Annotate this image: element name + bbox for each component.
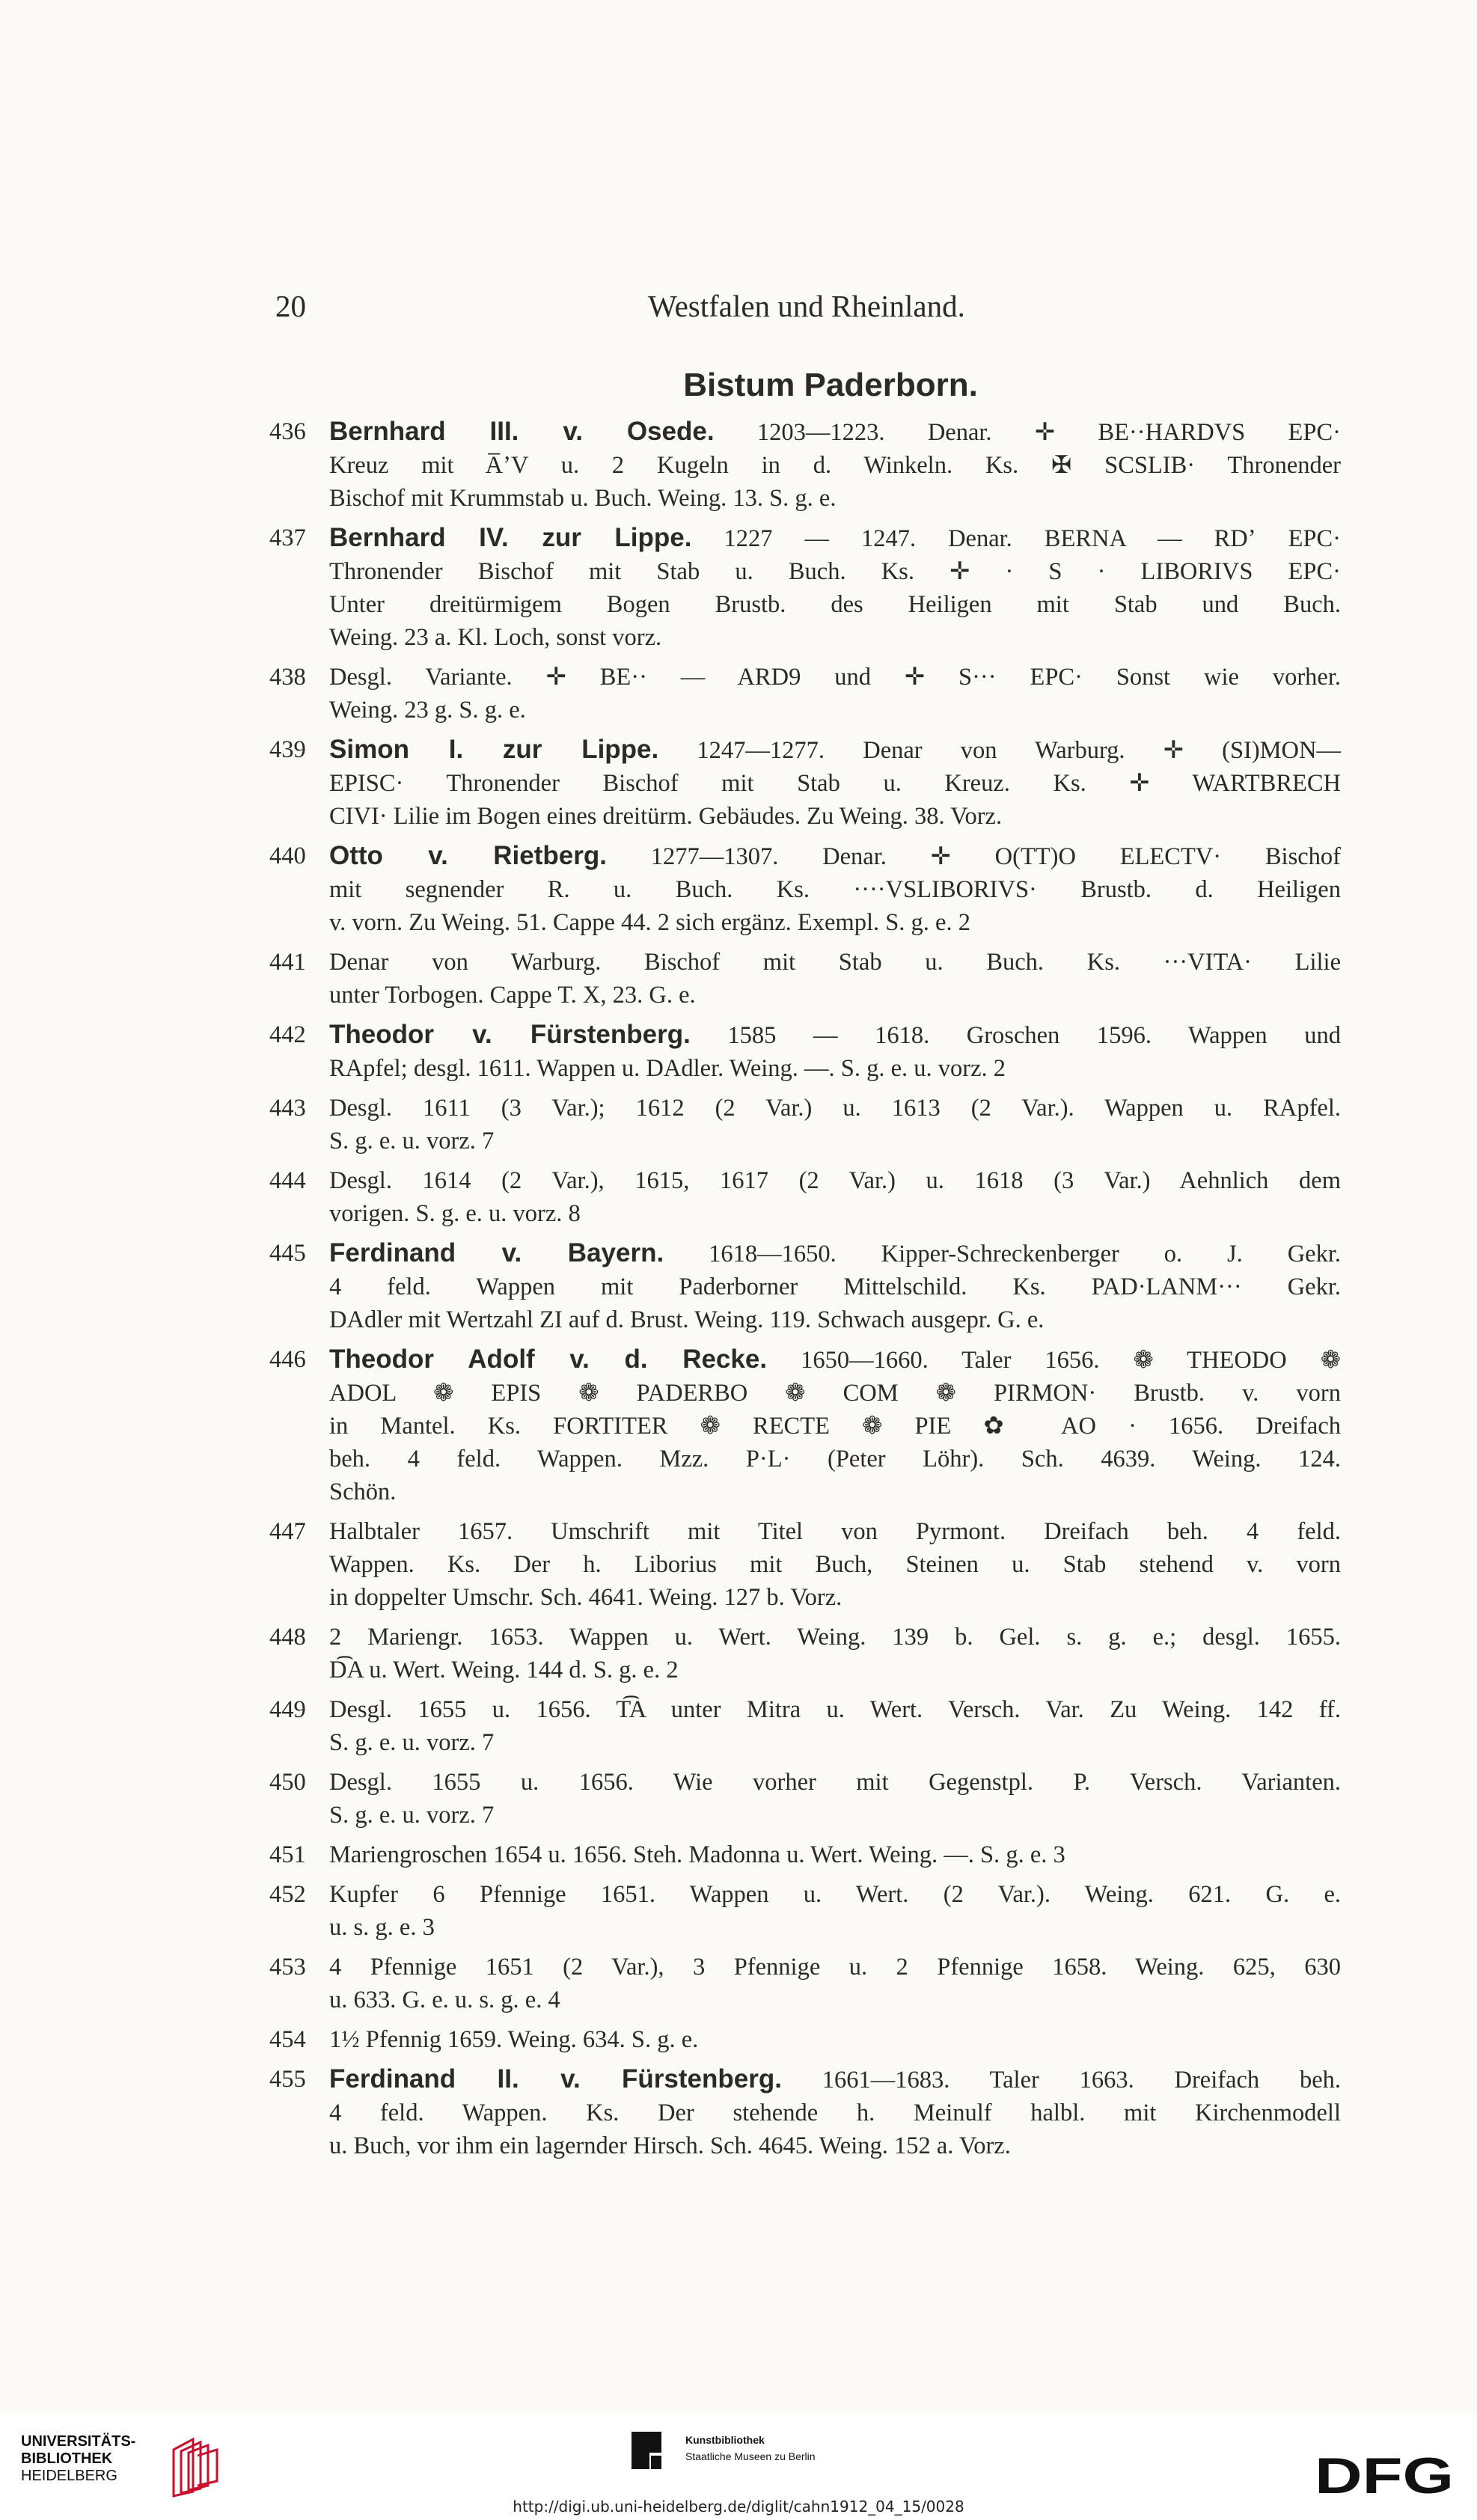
entry-text: Kupfer 6 Pfennige 1651. Wappen u. Wert. (2 Var.). Weing. 621. G. e. [329,1881,1341,1908]
dfg-logo[interactable] [1315,2448,1457,2501]
entry-text: S. g. e. u. vorz. 7 [329,1128,495,1155]
entry-text: DAdler mit Wertzahl ZI auf d. Brust. Weing. 119. Schwach ausgepr. G. e. [329,1306,1045,1333]
entry-text: 4 feld. Wappen. Ks. Der stehende h. Meinulf halbl. mit Kirchenmodell [329,2100,1341,2126]
catalogue-entry [269,1164,1341,1230]
catalogue-entry [269,2023,1341,2056]
entry-line [269,733,1341,767]
entry-text: 2 Mariengr. 1653. Wappen u. Wert. Weing. 139 b. Gel. s. g. e.; desgl. 1655. [329,1624,1341,1651]
entry-line [269,1377,1341,1410]
entry-text: Halbtaler 1657. Umschrift mit Titel von Pyrmont. Dreifach beh. 4 feld. [329,1518,1341,1545]
ruler-name: Ferdinand v. Bayern. [329,1238,664,1267]
catalogue-entry [269,1621,1341,1686]
entry-line [269,1984,1341,2016]
entry-text: beh. 4 feld. Wappen. Mzz. P·L· (Peter Löhr). Sch. 4639. Weing. 124. [329,1446,1341,1472]
entry-text: 1½ Pfennig 1659. Weing. 634. S. g. e. [329,2026,699,2053]
entry-number: 437 [269,525,306,551]
catalogue-entry [269,1693,1341,1759]
entry-number: 444 [269,1167,306,1194]
entry-line [269,1693,1341,1726]
catalogue-entry [269,2063,1341,2162]
entry-line [269,767,1341,800]
entry-line [269,1799,1341,1832]
entry-text: 1585 — 1618. Groschen 1596. Wappen und [690,1022,1341,1049]
entry-line [269,1838,1341,1871]
entry-line [269,1475,1341,1508]
catalogue-entry [269,1092,1341,1157]
entry-text: Denar von Warburg. Bischof mit Stab u. Buch. Ks. ···VITA· Lilie [329,949,1341,976]
entry-text: Weing. 23 g. S. g. e. [329,697,526,724]
entry-number: 452 [269,1881,306,1908]
catalogue-entry [269,1018,1341,1085]
entry-number: 442 [269,1021,306,1048]
kunstbibliothek-text [685,2432,816,2465]
entry-line [269,2097,1341,2129]
entry-text: Schön. [329,1478,397,1505]
entry-line [269,1018,1341,1052]
entry-line [269,415,1341,449]
entry-line [269,2129,1341,2162]
entry-text: v. vorn. Zu Weing. 51. Cappe 44. 2 sich ergänz. Exempl. S. g. e. 2 [329,909,970,936]
entry-line [269,1515,1341,1548]
entry-text: Mariengroschen 1654 u. 1656. Steh. Madonna u. Wert. Weing. —. S. g. e. 3 [329,1841,1065,1868]
entry-line [269,1237,1341,1270]
entry-number: 445 [269,1240,306,1267]
entry-line [269,1726,1341,1759]
ruler-name: Otto v. Rietberg. [329,841,607,870]
entry-line [269,482,1341,515]
entry-line [269,2023,1341,2056]
entry-number: 448 [269,1624,306,1651]
entry-line [269,873,1341,906]
running-head [275,288,1338,330]
entry-number: 453 [269,1954,306,1981]
entry-line [269,1303,1341,1336]
kb-subtitle: Staatliche Museen zu Berlin [685,2450,816,2462]
entry-text: Desgl. 1655 u. 1656. T͡A unter Mitra u. Wert. Versch. Var. Zu Weing. 142 ff. [329,1696,1341,1723]
entry-line [269,1410,1341,1443]
entry-text: CIVI· Lilie im Bogen eines dreitürm. Gebäudes. Zu Weing. 38. Vorz. [329,803,1003,830]
ub-heidelberg-logo[interactable] [21,2433,215,2501]
entry-text: 1661—1683. Taler 1663. Dreifach beh. [781,2067,1341,2094]
entry-line [269,1878,1341,1911]
entry-text: EPISC· Thronender Bischof mit Stab u. Kreuz. Ks. ✛ WARTBRECH [329,770,1341,797]
ub-logo-line-1: UNIVERSITÄTS- [21,2433,136,2450]
catalogue-entry [269,1343,1341,1508]
entry-number: 440 [269,842,306,869]
entry-number: 443 [269,1095,306,1122]
entry-text: 1227 — 1247. Denar. BERNA — RDʼ EPC· [691,525,1341,552]
entry-text: Bischof mit Krummstab u. Buch. Weing. 13. S. g. e. [329,485,837,512]
page-number: 20 [275,289,306,323]
kb-title: Kunstbibliothek [685,2434,765,2446]
entry-text: S. g. e. u. vorz. 7 [329,1729,495,1756]
entry-number: 451 [269,1841,306,1868]
ruler-name: Simon I. zur Lippe. [329,735,659,764]
entry-line [269,1766,1341,1799]
entry-line [269,1951,1341,1984]
ub-logo-text [21,2433,135,2485]
entry-line [269,1911,1341,1944]
entry-number: 450 [269,1769,306,1796]
entry-text: unter Torbogen. Cappe T. X, 23. G. e. [329,982,696,1009]
entry-number: 438 [269,664,306,691]
catalogue-entry [269,522,1341,654]
entry-line [269,588,1341,621]
entry-text: mit segnender R. u. Buch. Ks. ····VSLIBORIVS· Brustb. d. Heiligen [329,876,1341,903]
entry-line [269,449,1341,482]
catalogue-entry [269,733,1341,833]
section-title: Bistum Paderborn. [683,367,978,403]
entry-text: Weing. 23 a. Kl. Loch, sonst vorz. [329,624,662,651]
entry-text: 1618—1650. Kipper-Schreckenberger o. J. Gekr. [664,1241,1342,1267]
catalogue-entry [269,1951,1341,2016]
entry-text: u. 633. G. e. u. s. g. e. 4 [329,1987,560,2013]
dfg-logo-text: DFG [1315,2448,1454,2501]
entry-text: Desgl. 1611 (3 Var.); 1612 (2 Var.) u. 1613 (2 Var.). Wappen u. RApfel. [329,1095,1341,1122]
entry-text: 1203—1223. Denar. ✛ BE··HARDVS EPC· [714,419,1341,446]
ruler-name: Ferdinand II. v. Fürstenberg. [329,2064,782,2094]
entry-text: RApfel; desgl. 1611. Wappen u. DAdler. Weing. —. S. g. e. u. vorz. 2 [329,1055,1006,1082]
catalogue-entry [269,1766,1341,1832]
entry-text: vorigen. S. g. e. u. vorz. 8 [329,1200,581,1227]
ruler-name: Bernhard III. v. Osede. [329,417,715,446]
entry-text: 1277—1307. Denar. ✛ O(TT)O ELECTV· Bischof [606,843,1341,870]
entry-text: Desgl. Variante. ✛ BE·· — ARD9 und ✛ S··· EPC· Sonst wie vorher. [329,664,1341,691]
catalogue-entries [269,415,1341,2169]
entry-line [269,1164,1341,1197]
entry-line [269,840,1341,873]
entry-number: 441 [269,949,306,976]
entry-line [269,621,1341,654]
entry-line [269,1443,1341,1475]
entry-text: in doppelter Umschr. Sch. 4641. Weing. 127 b. Vorz. [329,1584,843,1611]
entry-number: 436 [269,418,306,445]
entry-text: 4 feld. Wappen mit Paderborner Mittelschild. Ks. PAD·LANM··· Gekr. [329,1273,1341,1300]
entry-line [269,1654,1341,1686]
entry-text: Desgl. 1655 u. 1656. Wie vorher mit Gegenstpl. P. Versch. Varianten. [329,1769,1341,1796]
catalogue-entry [269,946,1341,1012]
entry-text: ADOL ❁ EPIS ❁ PADERBO ❁ COM ❁ PIRMON· Brustb. v. vorn [329,1380,1341,1407]
entry-number: 454 [269,2026,306,2053]
entry-text: u. s. g. e. 3 [329,1914,435,1941]
entry-number: 449 [269,1696,306,1723]
entry-line [269,1270,1341,1303]
entry-line [269,1092,1341,1125]
ub-logo-line-3: HEIDELBERG [21,2468,117,2484]
entry-line [269,946,1341,979]
ub-logo-mark-icon [163,2433,224,2498]
entry-text: 1247—1277. Denar von Warburg. ✛ (SI)MON— [658,737,1342,764]
entry-line [269,1052,1341,1085]
entry-number: 455 [269,2066,306,2093]
entry-text: Wappen. Ks. Der h. Liborius mit Buch, Steinen u. Stab stehend v. vorn [329,1551,1341,1578]
entry-line [269,2063,1341,2097]
entry-line [269,800,1341,833]
permalink-url[interactable]: http://digi.ub.uni-heidelberg.de/diglit/cahn1912_04_15/0028 [513,2498,964,2516]
catalogue-entry [269,1878,1341,1944]
catalogue-entry [269,1838,1341,1871]
entry-text: 4 Pfennige 1651 (2 Var.), 3 Pfennige u. 2 Pfennige 1658. Weing. 625, 630 [329,1954,1341,1981]
entry-text: Unter dreitürmigem Bogen Brustb. des Heiligen mit Stab und Buch. [329,591,1341,618]
catalogue-entry [269,415,1341,515]
entry-text: in Mantel. Ks. FORTITER ❁ RECTE ❁ PIE ✿ AO · 1656. Dreifach [329,1413,1341,1440]
catalogue-entry [269,840,1341,939]
entry-text: Desgl. 1614 (2 Var.), 1615, 1617 (2 Var.) u. 1618 (3 Var.) Aehnlich dem [329,1167,1341,1194]
entry-text: D͡A u. Wert. Weing. 144 d. S. g. e. 2 [329,1657,679,1683]
entry-line [269,555,1341,588]
ub-logo-line-2: BIBLIOTHEK [21,2450,113,2467]
kunstbibliothek-logo[interactable] [629,2427,883,2480]
catalogue-entry [269,1237,1341,1336]
dfg-logo-icon [1315,2448,1457,2501]
entry-line [269,1197,1341,1230]
entry-line [269,1343,1341,1377]
entry-text: u. Buch, vor ihm ein lagernder Hirsch. Sch. 4645. Weing. 152 a. Vorz. [329,2132,1011,2159]
entry-line [269,1621,1341,1654]
entry-text: S. g. e. u. vorz. 7 [329,1802,495,1829]
entry-line [269,1125,1341,1157]
entry-line [269,906,1341,939]
entry-line [269,661,1341,694]
entry-text: Kreuz mit A̅ʼV u. 2 Kugeln in d. Winkeln. Ks. ✠ SCSLIB· Thronender [329,452,1341,479]
running-title: Westfalen und Rheinland. [648,289,965,323]
entry-line [269,979,1341,1012]
ruler-name: Theodor Adolf v. d. Recke. [329,1345,768,1374]
catalogue-entry [269,661,1341,727]
entry-line [269,1548,1341,1581]
entry-line [269,522,1341,555]
entry-line [269,1581,1341,1614]
entry-number: 446 [269,1346,306,1373]
entry-text: 1650—1660. Taler 1656. ❁ THEODO ❁ [767,1347,1341,1374]
ruler-name: Theodor v. Fürstenberg. [329,1020,691,1049]
entry-line [269,694,1341,727]
ruler-name: Bernhard IV. zur Lippe. [329,523,692,552]
entry-text: Thronender Bischof mit Stab u. Buch. Ks. ✛ · S · LIBORIVS EPC· [329,558,1341,585]
entry-number: 439 [269,736,306,763]
kunstbibliothek-mark-icon [629,2427,673,2472]
catalogue-entry [269,1515,1341,1614]
entry-number: 447 [269,1518,306,1545]
